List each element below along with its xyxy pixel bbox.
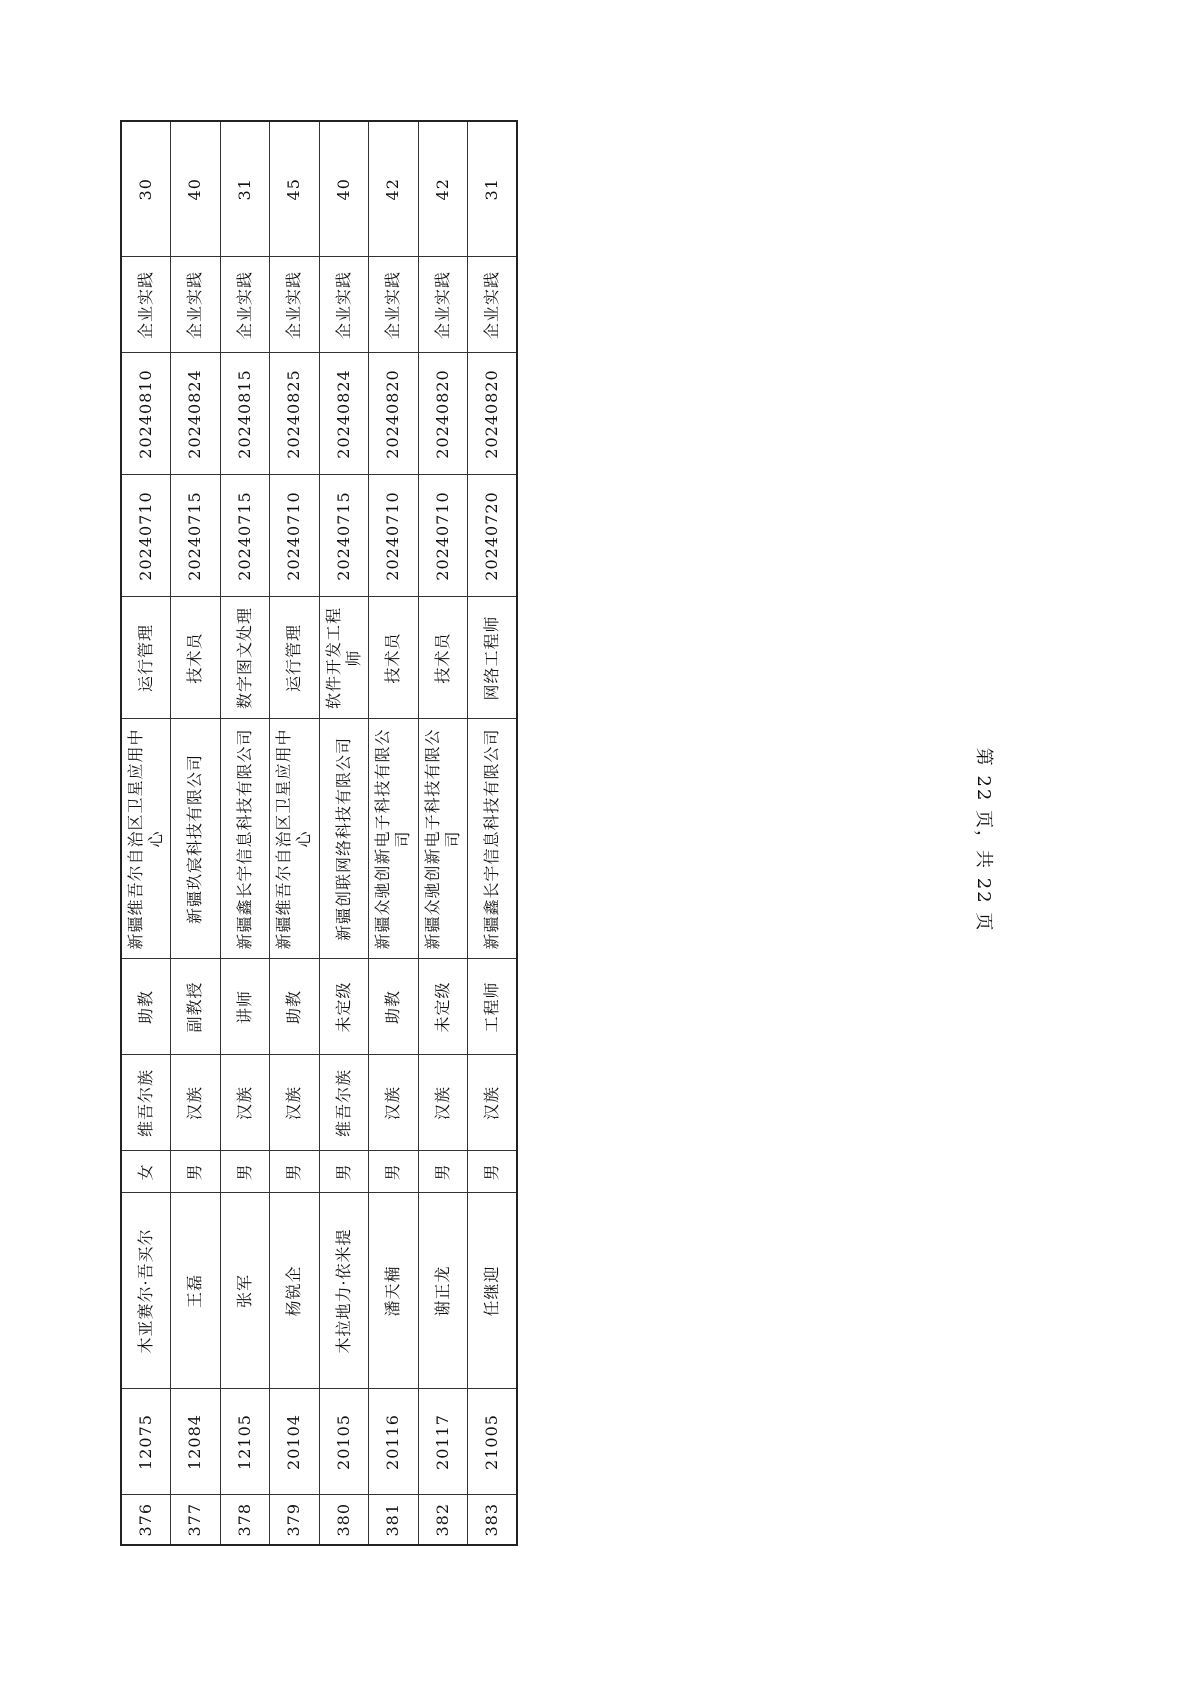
table-row — [369, 121, 419, 1545]
ethnicity-cell: 汉族 — [418, 1055, 468, 1151]
start-date-cell: 20240720 — [468, 475, 518, 597]
name-cell: 木亚赛尔·吾买尔 — [121, 1193, 171, 1389]
id-cell: 20105 — [319, 1389, 369, 1495]
id-cell: 20104 — [270, 1389, 320, 1495]
days-cell: 31 — [220, 121, 270, 257]
id-cell: 20116 — [369, 1389, 419, 1495]
seq-cell: 377 — [171, 1495, 221, 1545]
position-cell: 网络工程师 — [468, 597, 518, 719]
company-cell: 新疆鑫长宇信息科技有限公司 — [468, 719, 518, 959]
table-row — [418, 121, 468, 1545]
practice-record-table — [120, 120, 518, 1546]
position-cell: 数字图文处理 — [220, 597, 270, 719]
title-cell: 讲师 — [220, 959, 270, 1055]
company-cell: 新疆众驰创新电子科技有限公司 — [418, 719, 468, 959]
gender-cell: 女 — [121, 1151, 171, 1193]
type-cell: 企业实践 — [121, 257, 171, 353]
company-cell: 新疆玖宸科技有限公司 — [171, 719, 221, 959]
seq-cell: 383 — [468, 1495, 518, 1545]
seq-cell: 378 — [220, 1495, 270, 1545]
days-cell: 40 — [319, 121, 369, 257]
rotated-table-container — [120, 122, 516, 1546]
gender-cell: 男 — [270, 1151, 320, 1193]
end-date-cell: 20240825 — [270, 353, 320, 475]
table-row — [319, 121, 369, 1545]
title-cell: 助教 — [270, 959, 320, 1055]
start-date-cell: 20240710 — [369, 475, 419, 597]
start-date-cell: 20240715 — [171, 475, 221, 597]
id-cell: 21005 — [468, 1389, 518, 1495]
start-date-cell: 20240710 — [418, 475, 468, 597]
end-date-cell: 20240824 — [171, 353, 221, 475]
id-cell: 12075 — [121, 1389, 171, 1495]
company-cell: 新疆创联网络科技有限公司 — [319, 719, 369, 959]
gender-cell: 男 — [171, 1151, 221, 1193]
seq-cell: 382 — [418, 1495, 468, 1545]
table-row — [220, 121, 270, 1545]
table-row — [121, 121, 171, 1545]
ethnicity-cell: 维吾尔族 — [319, 1055, 369, 1151]
position-cell: 软件开发工程师 — [319, 597, 369, 719]
name-cell: 任继迎 — [468, 1193, 518, 1389]
title-cell: 工程师 — [468, 959, 518, 1055]
table-body — [121, 121, 517, 1545]
ethnicity-cell: 汉族 — [468, 1055, 518, 1151]
title-cell: 助教 — [369, 959, 419, 1055]
name-cell: 王磊 — [171, 1193, 221, 1389]
ethnicity-cell: 汉族 — [220, 1055, 270, 1151]
days-cell: 30 — [121, 121, 171, 257]
end-date-cell: 20240820 — [369, 353, 419, 475]
id-cell: 12084 — [171, 1389, 221, 1495]
days-cell: 31 — [468, 121, 518, 257]
ethnicity-cell: 维吾尔族 — [121, 1055, 171, 1151]
title-cell: 未定级 — [319, 959, 369, 1055]
type-cell: 企业实践 — [369, 257, 419, 353]
company-cell: 新疆维吾尔自治区卫星应用中心 — [270, 719, 320, 959]
title-cell: 副教授 — [171, 959, 221, 1055]
days-cell: 45 — [270, 121, 320, 257]
table-row — [270, 121, 320, 1545]
start-date-cell: 20240715 — [220, 475, 270, 597]
company-cell: 新疆众驰创新电子科技有限公司 — [369, 719, 419, 959]
seq-cell: 379 — [270, 1495, 320, 1545]
ethnicity-cell: 汉族 — [369, 1055, 419, 1151]
end-date-cell: 20240810 — [121, 353, 171, 475]
days-cell: 40 — [171, 121, 221, 257]
start-date-cell: 20240710 — [121, 475, 171, 597]
start-date-cell: 20240710 — [270, 475, 320, 597]
gender-cell: 男 — [369, 1151, 419, 1193]
position-cell: 技术员 — [369, 597, 419, 719]
table-row — [171, 121, 221, 1545]
company-cell: 新疆鑫长宇信息科技有限公司 — [220, 719, 270, 959]
start-date-cell: 20240715 — [319, 475, 369, 597]
company-cell: 新疆维吾尔自治区卫星应用中心 — [121, 719, 171, 959]
days-cell: 42 — [369, 121, 419, 257]
seq-cell: 381 — [369, 1495, 419, 1545]
type-cell: 企业实践 — [220, 257, 270, 353]
name-cell: 潘天楠 — [369, 1193, 419, 1389]
type-cell: 企业实践 — [171, 257, 221, 353]
position-cell: 技术员 — [418, 597, 468, 719]
page-footer: 第 22 页，共 22 页 — [973, 747, 994, 933]
position-cell: 运行管理 — [121, 597, 171, 719]
ethnicity-cell: 汉族 — [171, 1055, 221, 1151]
type-cell: 企业实践 — [418, 257, 468, 353]
name-cell: 杨锐企 — [270, 1193, 320, 1389]
name-cell: 谢正龙 — [418, 1193, 468, 1389]
id-cell: 12105 — [220, 1389, 270, 1495]
end-date-cell: 20240815 — [220, 353, 270, 475]
end-date-cell: 20240824 — [319, 353, 369, 475]
position-cell: 运行管理 — [270, 597, 320, 719]
table-row — [468, 121, 518, 1545]
name-cell: 张军 — [220, 1193, 270, 1389]
type-cell: 企业实践 — [270, 257, 320, 353]
name-cell: 木拉地力·依米提 — [319, 1193, 369, 1389]
seq-cell: 380 — [319, 1495, 369, 1545]
ethnicity-cell: 汉族 — [270, 1055, 320, 1151]
title-cell: 未定级 — [418, 959, 468, 1055]
end-date-cell: 20240820 — [468, 353, 518, 475]
id-cell: 20117 — [418, 1389, 468, 1495]
type-cell: 企业实践 — [468, 257, 518, 353]
seq-cell: 376 — [121, 1495, 171, 1545]
end-date-cell: 20240820 — [418, 353, 468, 475]
gender-cell: 男 — [468, 1151, 518, 1193]
title-cell: 助教 — [121, 959, 171, 1055]
gender-cell: 男 — [319, 1151, 369, 1193]
position-cell: 技术员 — [171, 597, 221, 719]
days-cell: 42 — [418, 121, 468, 257]
type-cell: 企业实践 — [319, 257, 369, 353]
gender-cell: 男 — [418, 1151, 468, 1193]
gender-cell: 男 — [220, 1151, 270, 1193]
